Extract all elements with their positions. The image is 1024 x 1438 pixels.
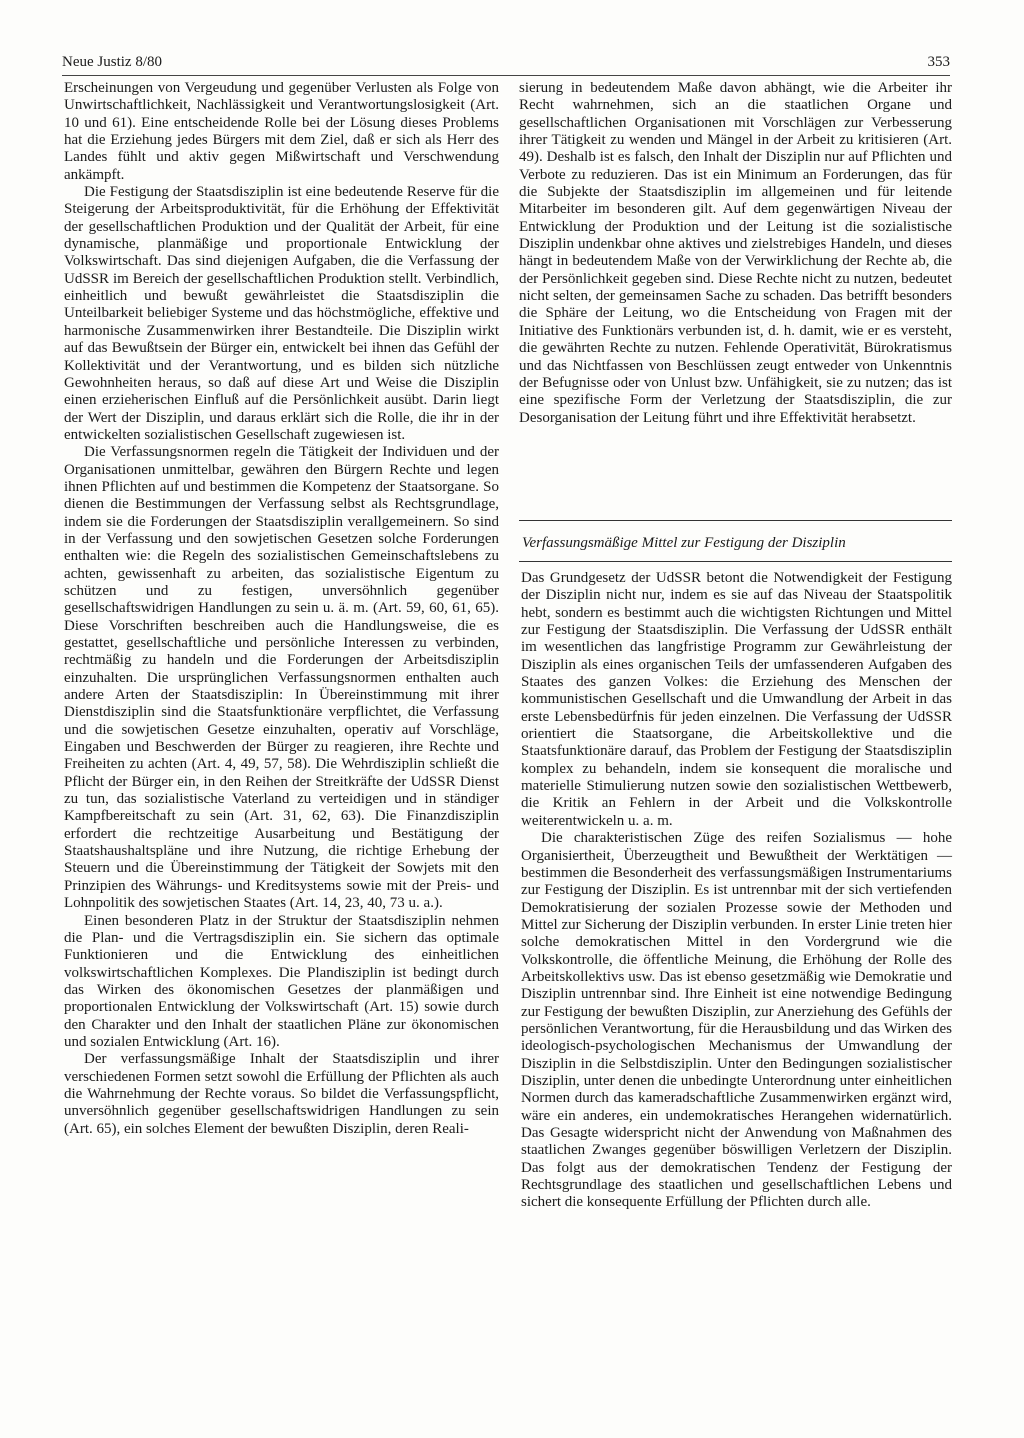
running-header (62, 52, 950, 72)
left-paragraph-5: Der verfassungsmäßige Inhalt der Staatsdisziplin und ihrer verschiedenen Formen setzt sowohl die Erfüllung der Pflichten als auch die Wahrnehmung der Rechte voraus. So bildet die Verfassungspflicht, unversöhnlich gegenüber gesellschaftswidrigen Handlungen zu sein (Art. 65), ein solches Element der bewußten Disziplin, deren Reali- (64, 1051, 499, 1137)
section-heading: Verfassungsmäßige Mittel zur Festigung der Disziplin (522, 535, 846, 551)
left-paragraph-1: Erscheinungen von Vergeudung und gegenüber Verlusten als Folge von Unwirtschaftlichkeit, Nachlässigkeit und Verantwortungslosigkeit (Art. 10 und 61). Eine entscheidende Rolle bei der Lösung dieses Problems hat die Erziehung jedes Bürgers mit dem Ziel, daß er sich als Herr des Landes fühlt und aktiv gegen Mißwirtschaft und Verschwendung ankämpft. (64, 80, 499, 183)
section-paragraph-2: Die charakteristischen Züge des reifen Sozialismus — hohe Organisiertheit, Überzeugtheit und Bewußtheit der Werktätigen — bestimmen die Besonderheit des verfassungsmäßigen Instrumentariums zur Festigung der Disziplin. Es ist untrennbar mit der sich vertiefenden Demokratisierung der sozialen Prozesse sowie der Methoden und Mittel zur Sicherung der Disziplin verbunden. In erster Linie treten hier solche demokratischen Mittel in den Vordergrund wie die Volkskontrolle, die öffentliche Meinung, die Erhöhung der Rolle des Arbeitskollektivs usw. Das ist ebenso gesetzmäßig wie Demokratie und Disziplin untrennbar sind. Ihre Einheit ist eine notwendige Bedingung zur Festigung der bewußten Disziplin, zur Anerziehung des Gefühls der persönlichen Verantwortung, für die Herausbildung und das Wirken des ideologisch-psychologischen Mechanismus der Umwandlung der Disziplin in die Selbstdisziplin. Unter den Bedingungen sozialistischer Disziplin, unter denen die unbedingte Unterordnung unter einheitlichen Normen durch das kameradschaftliche Zusammenwirken ergänzt wird, wäre ein anderes, ein undemokratisches Herangehen widernatürlich. Das Gesagte widerspricht nicht der Anwendung von Maßnahmen des staatlichen Zwanges gegenüber böswilligen Verletzern der Disziplin. Das folgt aus der demokratischen Tendenz der Festigung der Rechtsgrundlage des staatlichen und gesellschaftlichen Lebens und sichert die konsequente Erfüllung der Pflichten durch alle. (521, 830, 952, 1211)
right-paragraph-1: sierung in bedeutendem Maße davon abhängt, wie die Arbeiter ihr Recht wahrnehmen, sich an die staatlichen Organe und gesellschaftlichen Organisationen mit Vorschlägen zur Verbesserung ihrer Tätigkeit zu wenden und Mängel in der Arbeit zu kritisieren (Art. 49). Deshalb ist es falsch, den Inhalt der Disziplin nur auf Pflichten und Verbote zu reduzieren. Das ist ein Minimum an Forderungen, das für die Subjekte der Staatsdisziplin im allgemeinen und für leitende Mitarbeiter im besonderen gilt. Auf dem gegenwärtigen Niveau der Entwicklung der Produktion und der Leitung ist die sozialistische Disziplin undenkbar ohne aktives und zielstrebiges Handeln, und dieses hängt in bedeutendem Maße von der Verwirklichung der Rechte ab, die der Persönlichkeit gegeben sind. Diese Rechte nicht zu nutzen, bedeutet nicht selten, der gemeinsamen Sache zu schaden. Das betrifft besonders die Sphäre der Leitung, wo die Entscheidung von Fragen mit der Initiative des Funktionärs verbunden ist, d. h. damit, wie er es versteht, die gewährten Rechte zu nutzen. Fehlende Operativität, Bürokratismus und das Nichtfassen von Beschlüssen zeugt entweder von Unkenntnis der Befugnisse oder von Unlust bzw. Unfähigkeit, sie zu nutzen; das ist eine spezifische Form der Verletzung der Staatsdisziplin, die zur Desorganisation der Leitung führt und ihre Effektivität herabsetzt. (519, 80, 952, 426)
section-paragraph-1: Das Grundgesetz der UdSSR betont die Notwendigkeit der Festigung der Disziplin nicht nur, indem es sie auf das Niveau der Staatspolitik hebt, sondern es bestimmt auch die wichtigsten Richtungen und Mittel zur Festigung der Staatsdisziplin. Die Verfassung der UdSSR enthält im wesentlichen das langfristige Programm zur Gewährleistung der Disziplin als eines organischen Teils der umfassenderen Aufgaben des Staates des ganzen Volkes: die Erziehung des Menschen der kommunistischen Gesellschaft und die Umwandlung der Arbeit in das erste Lebensbedürfnis für jeden einzelnen. Die Verfassung der UdSSR orientiert die Staatsorgane, die Arbeitskollektive und die Staatsfunktionäre darauf, das Problem der Festigung der Staatsdisziplin komplex zu behandeln, indem sie konsequent die moralische und materielle Stimulierung nutzen sowie den sozialistischen Wettbewerb, die Kritik an Fehlern in der Arbeit und die Volkskontrolle weiterentwickeln u. a. m. (521, 570, 952, 829)
journal-title: Neue Justiz 8/80 (62, 54, 162, 70)
left-paragraph-2: Die Festigung der Staatsdisziplin ist eine bedeutende Reserve für die Steigerung der Arbeitsproduktivität, für die Erhöhung der Effektivität der gesellschaftlichen Produktion und der Qualität der Arbeit, für eine dynamische, planmäßige und proportionale Entwicklung der Volkswirtschaft. Das sind diejenigen Aufgaben, die die Verfassung der UdSSR im Bereich der gesellschaftlichen Produktion stellt. Verbindlich, einheitlich und bewußt gewährleistet die Staatsdisziplin die Unteilbarkeit beliebiger Systeme und das höchstmögliche, effektive und harmonische Zusammenwirken ihrer Bestandteile. Die Disziplin wirkt auf das Bewußtsein der Bürger ein, entwickelt bei ihnen das Gefühl der Kollektivität und der Verantwortung, und es bilden sich nützliche Gewohnheiten heraus, so daß auf diese Art und Weise die Disziplin einen erzieherischen Einfluß auf die Persönlichkeit ausübt. Darin liegt der Wert der Disziplin, und daraus erklärt sich die Rolle, die ihr in der entwickelten sozialistischen Gesellschaft zugewiesen ist. (64, 184, 499, 443)
header-rule (62, 75, 950, 76)
right-column-lower (521, 570, 952, 1212)
section-rule-bottom (519, 561, 952, 562)
page-number: 353 (927, 54, 950, 70)
section-rule-top (519, 520, 952, 521)
left-column (64, 80, 499, 1138)
right-column-upper (519, 80, 952, 427)
left-paragraph-4: Einen besonderen Platz in der Struktur der Staatsdisziplin nehmen die Plan- und die Vertragsdisziplin ein. Sie sichern das optimale Funktionieren und die Entwicklung des einheitlichen volkswirtschaftlichen Komplexes. Die Plandisziplin ist bedingt durch das Wirken des ökonomischen Gesetzes der planmäßigen und proportionalen Entwicklung der Volkswirtschaft (Art. 15) sowie durch den Charakter und den Inhalt der staatlichen Pläne zur ökonomischen und sozialen Entwicklung (Art. 16). (64, 912, 499, 1050)
left-paragraph-3: Die Verfassungsnormen regeln die Tätigkeit der Individuen und der Organisationen unmittelbar, gewähren den Bürgern Rechte und legen ihnen Pflichten auf und bestimmen die Kompetenz der Staatsorgane. So dienen die Bestimmungen der Verfassung selbst als Rechtsgrundlage, indem sie die Forderungen der Staatsdisziplin verallgemeinern. So sind in der Verfassung und den sowjetischen Gesetzen solche Forderungen enthalten wie: die Regeln des sozialistischen Gemeinschaftslebens zu achten, gewissenhaft zu arbeiten, das sozialistische Eigentum zu schützen und zu festigen, unversöhnlich gegenüber gesellschaftswidrigen Handlungen zu sein u. ä. m. (Art. 59, 60, 61, 65). Diese Vorschriften beschreiben auch die Handlungsweise, die es gestattet, gesellschaftliche und persönliche Interessen zu verbinden, rechtmäßig zu handeln und die Forderungen der Arbeitsdisziplin einzuhalten. Die ursprünglichen Verfassungsnormen enthalten auch andere Arten der Staatsdisziplin: In Übereinstimmung mit ihrer Dienstdisziplin sind die Staatsfunktionäre verpflichtet, die Verfassung und die sowjetischen Gesetze einzuhalten, operativ auf Vorschläge, Eingaben und Beschwerden der Bürger zu reagieren, ihre Rechte und Freiheiten zu achten (Art. 4, 49, 57, 58). Die Wehrdisziplin schließt die Pflicht der Bürger ein, in den Reihen der Streitkräfte der UdSSR Dienst zu tun, das sozialistische Vaterland zu verteidigen und in ständiger Kampfbereitschaft zu sein (Art. 31, 62, 63). Die Finanzdisziplin erfordert die rechtzeitige Ausarbeitung und Bestätigung der Staatshaushaltspläne und ihre Nutzung, die richtige Erhebung der Steuern und die Übereinstimmung der Tätigkeit der Sowjets mit den Prinzipien des Währungs- und Kreditsystems sowie mit der Preis- und Lohnpolitik des sowjetischen Staates (Art. 14, 23, 40, 73 u. a.). (64, 444, 499, 912)
